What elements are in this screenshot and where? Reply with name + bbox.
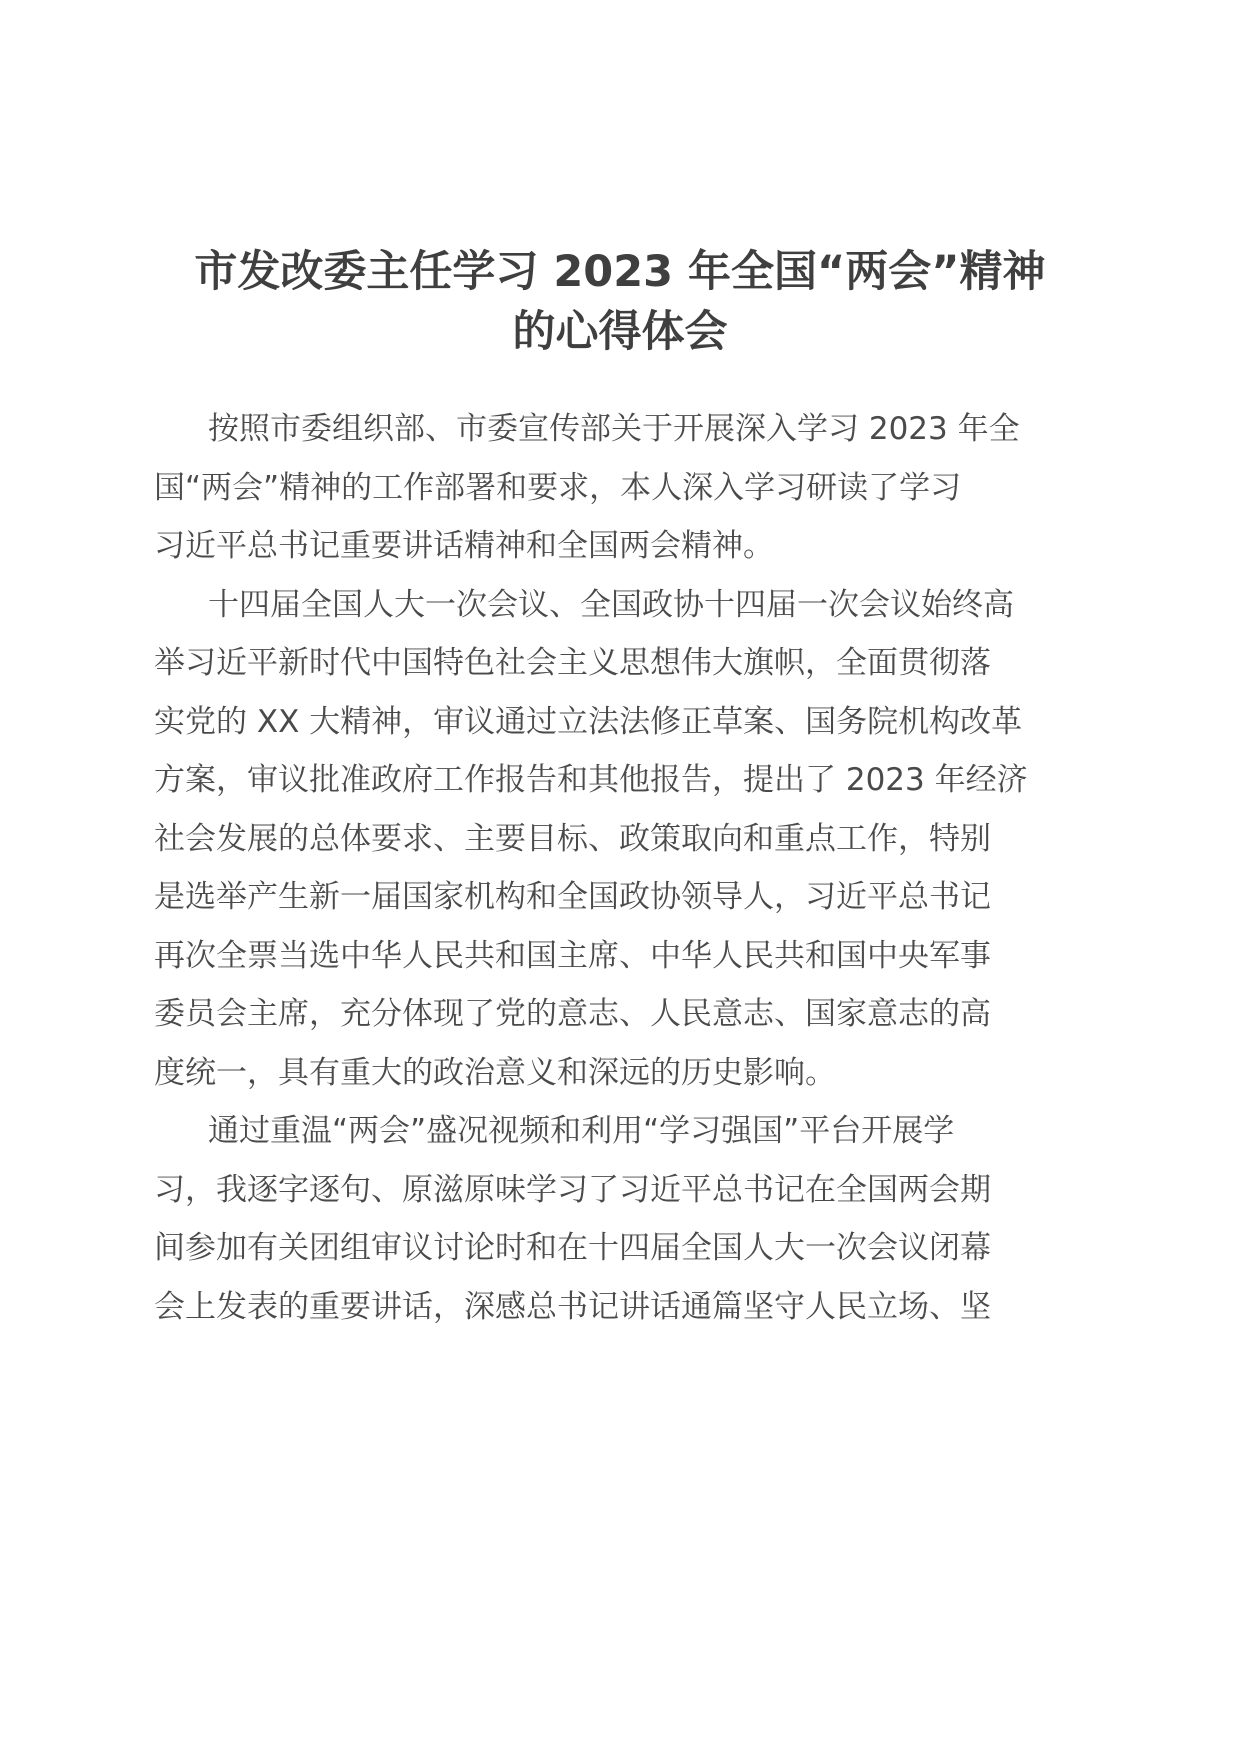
document-title <box>150 242 1090 362</box>
paragraph-3 <box>154 1102 1094 1336</box>
paragraph-1 <box>154 400 1094 576</box>
paragraph-line: 委员会主席，充分体现了党的意志、人民意志、国家意志的高 <box>154 996 991 1032</box>
paragraph-line: 通过重温“两会”盛况视频和利用“学习强国”平台开展学 <box>208 1113 955 1149</box>
paragraph-line: 间参加有关团组审议讨论时和在十四届全国人大一次会议闭幕 <box>154 1230 991 1266</box>
title-line: 的心得体会 <box>512 307 728 357</box>
paragraph-line: 举习近平新时代中国特色社会主义思想伟大旗帜，全面贯彻落 <box>154 645 991 681</box>
title-line: 市发改委主任学习 2023 年全国“两会”精神 <box>194 247 1046 297</box>
paragraph-line: 国“两会”精神的工作部署和要求，本人深入学习研读了学习 <box>154 469 962 506</box>
paragraph-line: 习近平总书记重要讲话精神和全国两会精神。 <box>154 528 774 564</box>
paragraph-line: 再次全票当选中华人民共和国主席、中华人民共和国中央军事 <box>154 937 991 974</box>
document-body <box>154 400 1094 1336</box>
paragraph-line: 社会发展的总体要求、主要目标、政策取向和重点工作，特别 <box>154 820 991 857</box>
paragraph-line: 会上发表的重要讲话，深感总书记讲话通篇坚守人民立场、坚 <box>154 1288 991 1325</box>
paragraph-line: 习，我逐字逐句、原滋原味学习了习近平总书记在全国两会期 <box>154 1171 991 1208</box>
paragraph-line: 十四届全国人大一次会议、全国政协十四届一次会议始终高 <box>208 586 1014 623</box>
paragraph-line: 按照市委组织部、市委宣传部关于开展深入学习 2023 年全 <box>208 411 1020 447</box>
paragraph-line: 度统一，具有重大的政治意义和深远的历史影响。 <box>154 1054 836 1091</box>
paragraph-line: 是选举产生新一届国家机构和全国政协领导人，习近平总书记 <box>154 879 991 915</box>
paragraph-line: 方案，审议批准政府工作报告和其他报告，提出了 2023 年经济 <box>154 762 1028 798</box>
paragraph-2 <box>154 576 1094 1103</box>
paragraph-line: 实党的 XX 大精神，审议通过立法法修正草案、国务院机构改革 <box>154 703 1023 740</box>
